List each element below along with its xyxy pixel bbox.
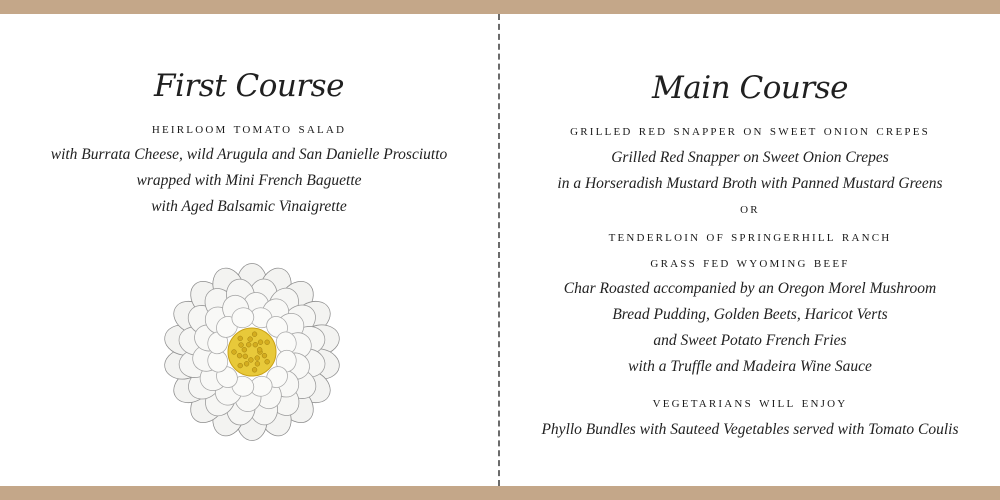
main-dish1-line-2: in a Horseradish Mustard Broth with Panned Mustard Greens (557, 175, 943, 192)
flower-stamen (243, 354, 248, 359)
main-dish1-line-1: Grilled Red Snapper on Sweet Onion Crepes (611, 149, 889, 166)
flower-stamen (238, 336, 243, 341)
flower-stamen (258, 340, 263, 345)
menu-card (0, 14, 1000, 486)
main-dish2-title-1: tenderloin of springerhill ranch (608, 228, 892, 245)
first-course-panel (0, 14, 498, 486)
main-course-heading: Main Course (652, 70, 848, 106)
flower-stamen (252, 332, 257, 337)
first-course-line-3: with Aged Balsamic Vinaigrette (151, 198, 347, 215)
first-course-dish-title: heirloom tomato salad (151, 120, 347, 137)
vegetarian-title: vegetarians will enjoy (652, 394, 848, 411)
main-dish1-title: grilled red snapper on sweet onion crepes (570, 122, 930, 139)
flower-stamen (248, 337, 253, 342)
flower-stamen (265, 359, 270, 364)
main-dish2-line-4: with a Truffle and Madeira Wine Sauce (628, 358, 872, 375)
first-course-line-1: with Burrata Cheese, wild Arugula and San Danielle Prosciutto (50, 146, 448, 163)
flower-stamen (265, 340, 270, 345)
flower-stamen (262, 353, 267, 358)
flower-stamen (255, 356, 260, 361)
flower-stamen (248, 358, 253, 363)
flower-stamen (252, 367, 257, 372)
flower-stamen (255, 361, 260, 366)
or-divider: or (740, 200, 760, 217)
main-dish2-line-3: and Sweet Potato French Fries (653, 332, 847, 349)
flower-stamen (237, 353, 242, 358)
main-dish2-line-1: Char Roasted accompanied by an Oregon Morel Mushroom (563, 280, 937, 297)
flower-stamen (244, 361, 249, 366)
main-dish2-title-2: grass fed wyoming beef (650, 254, 850, 271)
flower-stamen (232, 350, 237, 355)
flower-stamen (253, 342, 258, 347)
flower-stamen (257, 347, 262, 352)
vegetarian-line: Phyllo Bundles with Sauteed Vegetables served with Tomato Coulis (541, 421, 959, 438)
first-course-heading: First Course (154, 68, 344, 104)
first-course-line-2: wrapped with Mini French Baguette (136, 172, 362, 189)
flower-stamen (246, 342, 251, 347)
flower-stamen (242, 347, 247, 352)
main-course-panel (500, 14, 1000, 486)
flower-stamen (239, 343, 244, 348)
flower-stamen (238, 363, 243, 368)
main-dish2-line-2: Bread Pudding, Golden Beets, Haricot Verts (612, 306, 888, 323)
flower-illustration (148, 254, 368, 484)
